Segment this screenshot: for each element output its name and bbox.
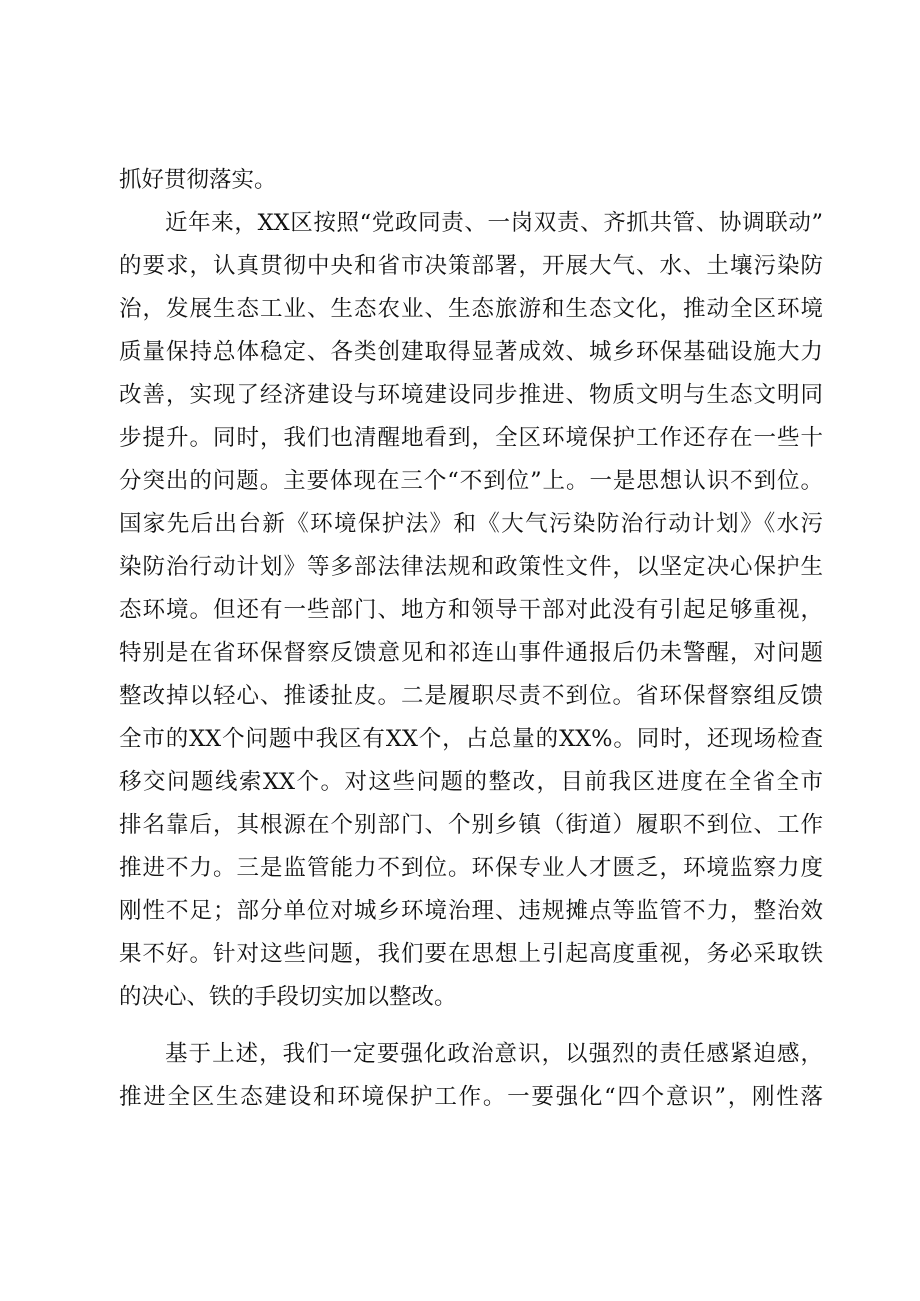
- text-line-9: 国家先后出台新《环境保护法》和《大气污染防治行动计划》《水污: [119, 511, 823, 537]
- text-line-2: 近年来，XX区按照“党政同责、一岗双责、齐抓共管、协调联动”: [165, 210, 823, 236]
- text-line-16: 排名靠后，其根源在个别部门、个别乡镇（街道）履职不到位、工作: [119, 812, 823, 838]
- text-line-14: 全市的XX个问题中我区有XX个，占总量的XX%。同时，还现场检查: [119, 726, 823, 752]
- text-line-22: 推进全区生态建设和环境保护工作。一要强化“四个意识”，刚性落: [119, 1084, 823, 1110]
- text-line-20: 的决心、铁的手段切实加以整改。: [119, 984, 457, 1010]
- text-line-10: 染防治行动计划》等多部法律法规和政策性文件，以坚定决心保护生: [119, 554, 823, 580]
- text-line-12: 特别是在省环保督察反馈意见和祁连山事件通报后仍未警醒，对问题: [119, 640, 823, 666]
- text-line-15: 移交问题线索XX个。对这些问题的整改，目前我区进度在全省全市: [119, 769, 823, 795]
- text-line-4: 治，发展生态工业、生态农业、生态旅游和生态文化，推动全区环境: [119, 296, 823, 322]
- text-line-8: 分突出的问题。主要体现在三个“不到位”上。一是思想认识不到位。: [119, 468, 823, 494]
- text-line-18: 刚性不足；部分单位对城乡环境治理、违规摊点等监管不力，整治效: [119, 898, 823, 924]
- text-line-7: 步提升。同时，我们也清醒地看到，全区环境保护工作还存在一些十: [119, 425, 823, 451]
- text-line-5: 质量保持总体稳定、各类创建取得显著成效、城乡环保基础设施大力: [119, 339, 823, 365]
- text-line-11: 态环境。但还有一些部门、地方和领导干部对此没有引起足够重视，: [119, 597, 823, 623]
- text-line-6: 改善，实现了经济建设与环境建设同步推进、物质文明与生态文明同: [119, 382, 823, 408]
- text-line-17: 推进不力。三是监管能力不到位。环保专业人才匮乏，环境监察力度: [119, 855, 823, 881]
- text-line-13: 整改掉以轻心、推诿扯皮。二是履职尽责不到位。省环保督察组反馈: [119, 683, 823, 709]
- text-line-3: 的要求，认真贯彻中央和省市决策部署，开展大气、水、土壤污染防: [119, 253, 823, 279]
- text-line-21: 基于上述，我们一定要强化政治意识，以强烈的责任感紧迫感，: [165, 1041, 823, 1067]
- text-line-19: 果不好。针对这些问题，我们要在思想上引起高度重视，务必采取铁: [119, 941, 823, 967]
- text-line-1: 抓好贯彻落实。: [119, 167, 277, 193]
